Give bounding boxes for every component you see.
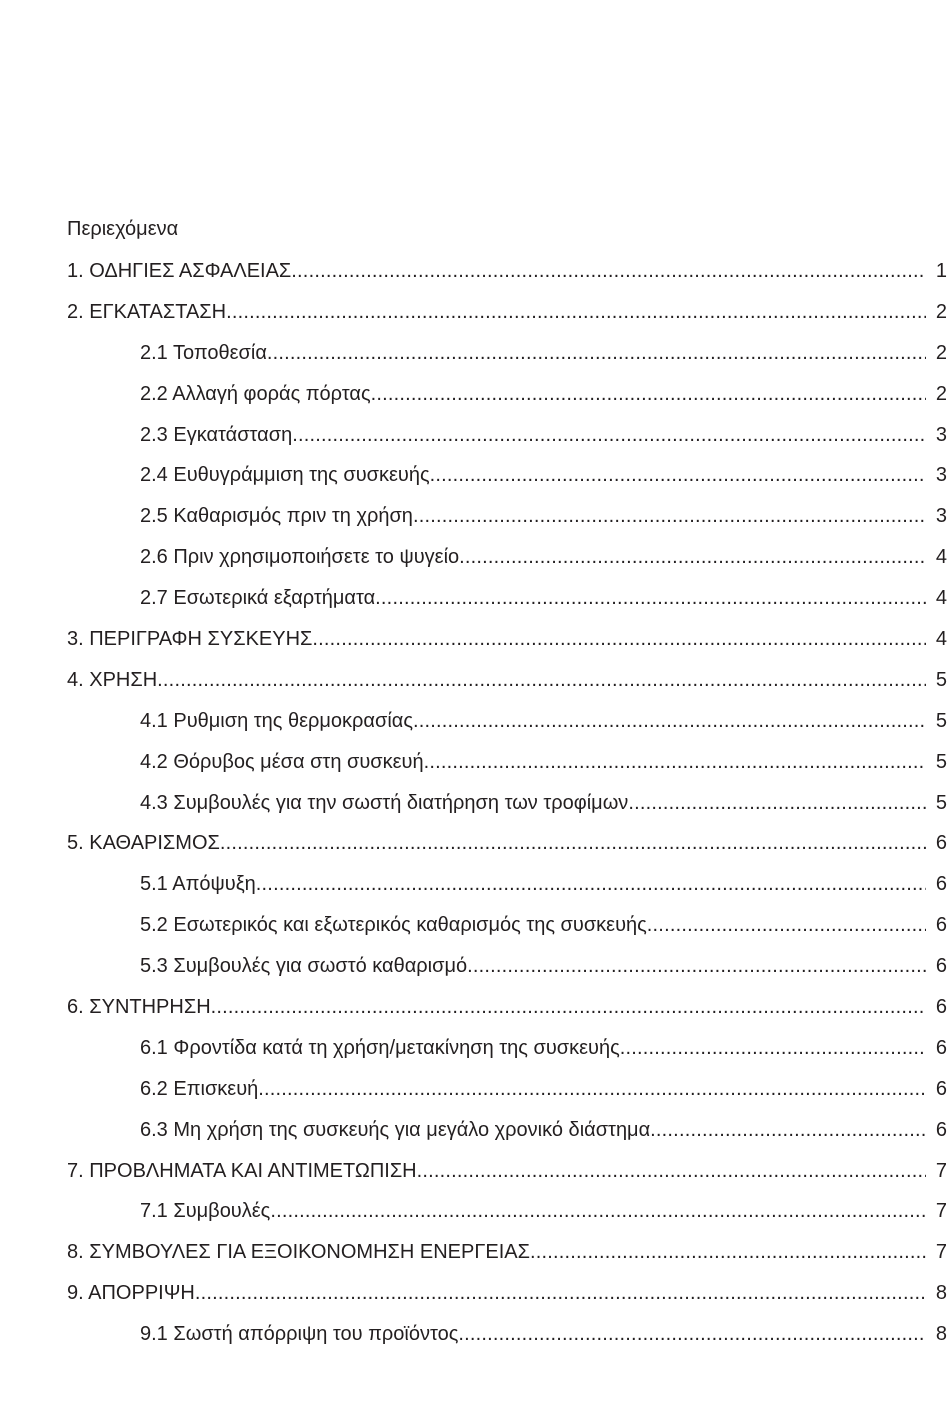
toc-entry-page-number: 2 bbox=[935, 300, 947, 323]
toc-entry[interactable] bbox=[0, 667, 950, 708]
toc-entry-label: 7. ΠΡΟΒΛΗΜΑΤΑ ΚΑΙ ΑΝΤΙΜΕΤΩΠΙΣΗ bbox=[67, 1159, 417, 1182]
toc-entry-label: 2. ΕΓΚΑΤΑΣΤΑΣΗ bbox=[67, 300, 227, 323]
toc-dot-leader bbox=[220, 830, 926, 856]
toc-title: Περιεχόμενα bbox=[67, 218, 179, 240]
toc-entry-page-number: 6 bbox=[935, 1077, 947, 1100]
toc-dot-leader bbox=[157, 667, 926, 693]
toc-entry-label: 6.1 Φροντίδα κατά τη χρήση/μετακίνηση της συσκευής bbox=[140, 1036, 620, 1059]
toc-entry-page-number: 5 bbox=[935, 709, 947, 732]
toc-entry-label: 2.6 Πριν χρησιμοποιήσετε το ψυγείο bbox=[140, 546, 460, 569]
toc-entry-label: 4. ΧΡΗΣΗ bbox=[67, 668, 158, 691]
toc-entry-label: 3. ΠΕΡΙΓΡΑΦΗ ΣΥΣΚΕΥΗΣ bbox=[67, 628, 313, 651]
toc-entry[interactable] bbox=[0, 299, 950, 340]
toc-entry-page-number: 7 bbox=[935, 1200, 947, 1223]
toc-entry[interactable] bbox=[0, 1117, 950, 1158]
toc-dot-leader bbox=[417, 1158, 926, 1184]
toc-entry[interactable] bbox=[0, 830, 950, 871]
toc-entry-label: 5.3 Συμβουλές για σωστό καθαρισμό bbox=[140, 955, 468, 978]
toc-entry[interactable] bbox=[0, 1321, 950, 1362]
toc-dot-leader bbox=[211, 994, 926, 1020]
toc-dot-leader bbox=[467, 953, 926, 979]
toc-entry-label: 2.4 Ευθυγράμμιση της συσκευής bbox=[140, 464, 430, 487]
toc-entry[interactable] bbox=[0, 953, 950, 994]
toc-entry-label: 2.7 Εσωτερικά εξαρτήματα bbox=[140, 587, 376, 610]
toc-dot-leader bbox=[530, 1239, 926, 1265]
toc-entry-page-number: 6 bbox=[935, 955, 947, 978]
toc-dot-leader bbox=[458, 1321, 926, 1347]
toc-entry[interactable] bbox=[0, 790, 950, 831]
toc-entry-page-number: 5 bbox=[935, 750, 947, 773]
toc-entry-label: 4.2 Θόρυβος μέσα στη συσκευή bbox=[140, 750, 424, 773]
toc-dot-leader bbox=[312, 626, 925, 652]
toc-entry-page-number: 4 bbox=[935, 628, 947, 651]
toc-dot-leader bbox=[650, 1117, 926, 1143]
toc-entry-page-number: 5 bbox=[935, 668, 947, 691]
toc-entry-page-number: 7 bbox=[935, 1241, 947, 1264]
toc-entry-page-number: 3 bbox=[935, 505, 947, 528]
toc-entry-page-number: 4 bbox=[935, 546, 947, 569]
toc-entry-page-number: 2 bbox=[935, 382, 947, 405]
toc-entry[interactable] bbox=[0, 1076, 950, 1117]
toc-dot-leader bbox=[413, 708, 926, 734]
toc-entry-page-number: 6 bbox=[935, 873, 947, 896]
toc-entry-label: 1. ΟΔΗΓΙΕΣ ΑΣΦΑΛΕΙΑΣ bbox=[67, 260, 292, 282]
toc-dot-leader bbox=[424, 749, 926, 775]
toc-entry[interactable] bbox=[0, 258, 950, 299]
toc-entry-label: 9. ΑΠΟΡΡΙΨΗ bbox=[67, 1282, 195, 1305]
toc-entry-page-number: 6 bbox=[935, 996, 947, 1019]
toc-entry-label: 5.2 Εσωτερικός και εξωτερικός καθαρισμός της συσκευής bbox=[140, 914, 647, 937]
toc-entry[interactable] bbox=[0, 340, 950, 381]
toc-entry[interactable] bbox=[0, 503, 950, 544]
toc-entry-page-number: 2 bbox=[935, 341, 947, 364]
toc-entry-page-number: 6 bbox=[935, 1036, 947, 1059]
toc-dot-leader bbox=[292, 422, 926, 448]
table-of-contents bbox=[0, 258, 950, 1362]
toc-dot-leader bbox=[628, 790, 926, 816]
toc-dot-leader bbox=[647, 912, 926, 938]
toc-entry-label: 5. ΚΑΘΑΡΙΣΜΟΣ bbox=[67, 832, 220, 855]
toc-dot-leader bbox=[413, 503, 926, 529]
toc-entry-page-number: 3 bbox=[935, 464, 947, 487]
toc-entry-page-number: 6 bbox=[935, 914, 947, 937]
toc-entry[interactable] bbox=[0, 994, 950, 1035]
toc-entry-label: 4.1 Ρυθμιση της θερμοκρασίας bbox=[140, 709, 413, 732]
toc-entry[interactable] bbox=[0, 1035, 950, 1076]
toc-entry-label: 4.3 Συμβουλές για την σωστή διατήρηση των τροφίμων bbox=[140, 791, 629, 814]
toc-dot-leader bbox=[620, 1035, 926, 1061]
toc-entry[interactable] bbox=[0, 1239, 950, 1280]
toc-dot-leader bbox=[267, 340, 926, 366]
toc-entry[interactable] bbox=[0, 1158, 950, 1199]
toc-entry[interactable] bbox=[0, 1280, 950, 1321]
toc-dot-leader bbox=[195, 1280, 926, 1306]
toc-entry-label: 8. ΣΥΜΒΟΥΛΕΣ ΓΙΑ ΕΞΟΙΚΟΝΟΜΗΣΗ ΕΝΕΡΓΕΙΑΣ bbox=[67, 1241, 530, 1264]
toc-entry[interactable] bbox=[0, 871, 950, 912]
toc-dot-leader bbox=[258, 1076, 926, 1102]
toc-entry-page-number: 7 bbox=[935, 1159, 947, 1182]
toc-entry-page-number: 3 bbox=[935, 423, 947, 446]
toc-entry[interactable] bbox=[0, 544, 950, 585]
toc-dot-leader bbox=[371, 381, 926, 407]
toc-entry-label: 2.2 Αλλαγή φοράς πόρτας bbox=[140, 382, 371, 405]
toc-entry-page-number: 1 bbox=[935, 260, 947, 282]
toc-entry[interactable] bbox=[0, 422, 950, 463]
toc-dot-leader bbox=[226, 299, 926, 325]
toc-dot-leader bbox=[256, 871, 926, 897]
toc-entry[interactable] bbox=[0, 912, 950, 953]
toc-entry-label: 2.1 Τοποθεσία bbox=[140, 341, 267, 364]
toc-entry-page-number: 4 bbox=[935, 587, 947, 610]
toc-entry-label: 6.3 Μη χρήση της συσκευής για μεγάλο χρονικό διάστημα bbox=[140, 1118, 651, 1141]
toc-dot-leader bbox=[291, 258, 926, 284]
toc-entry[interactable] bbox=[0, 708, 950, 749]
toc-entry-page-number: 6 bbox=[935, 832, 947, 855]
toc-entry-label: 2.3 Εγκατάσταση bbox=[140, 423, 293, 446]
toc-entry[interactable] bbox=[0, 462, 950, 503]
toc-entry-label: 5.1 Απόψυξη bbox=[140, 873, 256, 896]
toc-entry-label: 9.1 Σωστή απόρριψη του προϊόντος bbox=[140, 1323, 459, 1346]
toc-entry[interactable] bbox=[0, 749, 950, 790]
toc-entry-label: 6.2 Επισκευή bbox=[140, 1077, 259, 1100]
toc-entry-page-number: 8 bbox=[935, 1323, 947, 1346]
toc-entry-page-number: 5 bbox=[935, 791, 947, 814]
toc-entry[interactable] bbox=[0, 381, 950, 422]
toc-dot-leader bbox=[430, 462, 926, 488]
toc-entry-label: 6. ΣΥΝΤΗΡΗΣΗ bbox=[67, 996, 211, 1019]
toc-dot-leader bbox=[375, 585, 926, 611]
toc-dot-leader bbox=[459, 544, 926, 570]
toc-entry-page-number: 8 bbox=[935, 1282, 947, 1305]
toc-entry-label: 2.5 Καθαρισμός πριν τη χρήση bbox=[140, 505, 413, 528]
toc-entry[interactable] bbox=[0, 585, 950, 626]
toc-entry[interactable] bbox=[0, 626, 950, 667]
toc-entry-page-number: 6 bbox=[935, 1118, 947, 1141]
toc-entry-label: 7.1 Συμβουλές bbox=[140, 1200, 271, 1223]
toc-dot-leader bbox=[270, 1198, 926, 1224]
toc-entry[interactable] bbox=[0, 1198, 950, 1239]
